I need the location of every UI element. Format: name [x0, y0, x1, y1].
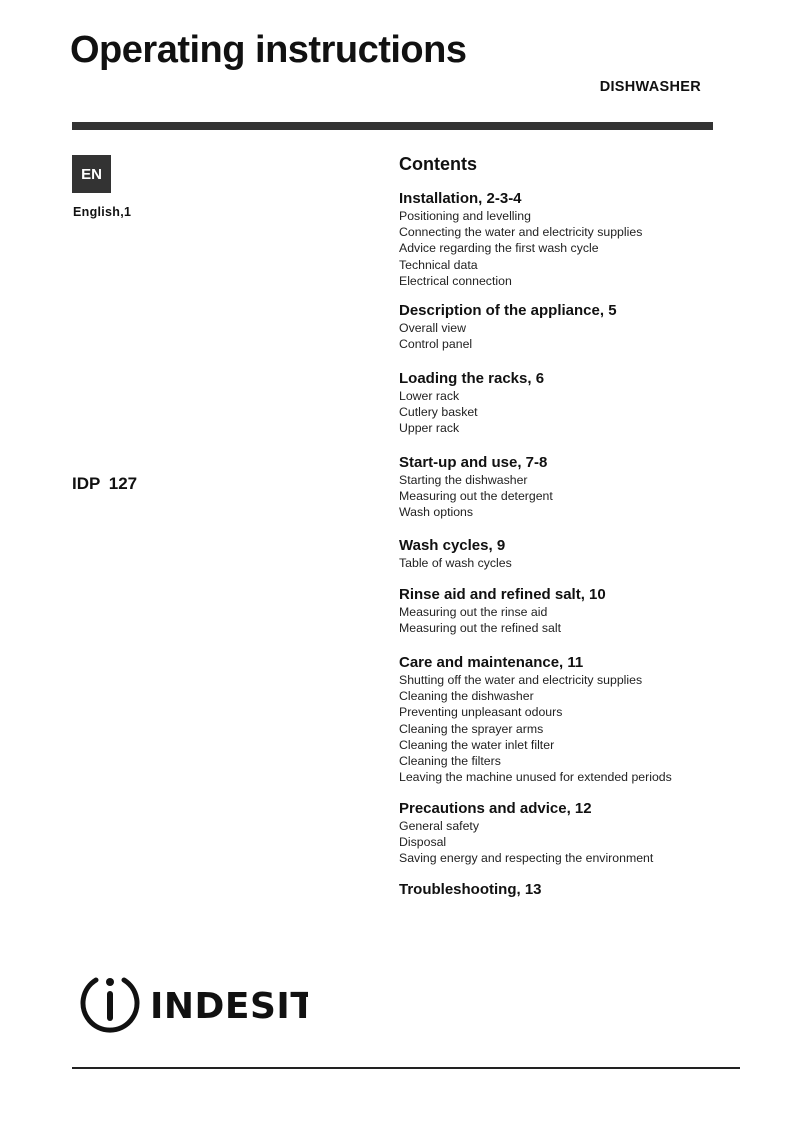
contents-item: Technical data	[399, 257, 478, 272]
contents-item: Table of wash cycles	[399, 556, 512, 570]
header-divider	[72, 122, 713, 130]
contents-section	[399, 537, 512, 571]
contents-section	[399, 800, 653, 867]
section-heading: Installation, 2-3-4	[399, 190, 522, 207]
contents-item: Saving energy and respecting the environment	[399, 851, 654, 866]
contents-item: Lower rack	[399, 389, 460, 403]
contents-item: Upper rack	[399, 421, 460, 436]
contents-section	[399, 190, 642, 289]
section-heading: Description of the appliance, 5	[399, 302, 617, 319]
language-label: English,1	[73, 205, 132, 219]
page-title: Operating instructions	[70, 29, 467, 71]
svg-text:INDESIT: INDESIT	[150, 986, 308, 1027]
section-items	[399, 208, 642, 289]
contents-section	[399, 454, 553, 521]
footer-divider	[72, 1067, 740, 1069]
contents-item: Electrical connection	[399, 273, 512, 288]
contents-section	[399, 654, 672, 785]
contents-section	[399, 302, 617, 352]
section-heading: Wash cycles, 9	[399, 537, 506, 554]
contents-item: Shutting off the water and electricity supplies	[399, 673, 643, 687]
contents-item: Cleaning the filters	[399, 754, 501, 769]
section-heading: Loading the racks, 6	[399, 370, 545, 387]
section-items	[399, 555, 512, 571]
contents-heading: Contents	[399, 154, 477, 174]
contents-item: Wash options	[399, 505, 474, 520]
section-heading: Troubleshooting, 13	[399, 881, 542, 898]
contents-item: Positioning and levelling	[399, 209, 531, 223]
section-items	[399, 818, 653, 867]
contents-item: Starting the dishwasher	[399, 473, 528, 487]
section-items	[399, 672, 672, 785]
product-type: DISHWASHER	[599, 79, 701, 95]
contents-item: Preventing unpleasant odours	[399, 705, 563, 720]
contents-section	[399, 370, 544, 437]
contents-item: Cutlery basket	[399, 405, 478, 420]
contents-item: Control panel	[399, 337, 473, 352]
contents-item: Overall view	[399, 321, 466, 335]
language-badge: EN	[72, 155, 111, 193]
model-number: IDP 127	[72, 474, 138, 493]
section-heading: Rinse aid and refined salt, 10	[399, 586, 606, 603]
contents-item: Disposal	[399, 835, 447, 850]
section-items	[399, 320, 617, 352]
section-heading: Start-up and use, 7-8	[399, 454, 548, 471]
contents-item: General safety	[399, 819, 479, 833]
contents-item: Cleaning the dishwasher	[399, 689, 534, 704]
contents-item: Cleaning the water inlet filter	[399, 737, 555, 752]
contents-item: Cleaning the sprayer arms	[399, 721, 544, 736]
section-heading: Care and maintenance, 11	[399, 654, 584, 671]
contents-item: Measuring out the refined salt	[399, 621, 562, 636]
contents-item: Measuring out the rinse aid	[399, 605, 548, 619]
indesit-logo	[78, 970, 308, 1041]
contents-section	[399, 586, 606, 636]
contents-item: Advice regarding the first wash cycle	[399, 241, 599, 256]
contents-item: Measuring out the detergent	[399, 489, 553, 504]
section-items	[399, 472, 553, 521]
section-items	[399, 388, 544, 437]
section-heading: Precautions and advice, 12	[399, 800, 592, 817]
contents-item: Leaving the machine unused for extended periods	[399, 770, 672, 785]
section-items	[399, 604, 606, 636]
contents-item: Connecting the water and electricity supplies	[399, 225, 643, 240]
contents-section	[399, 881, 542, 899]
